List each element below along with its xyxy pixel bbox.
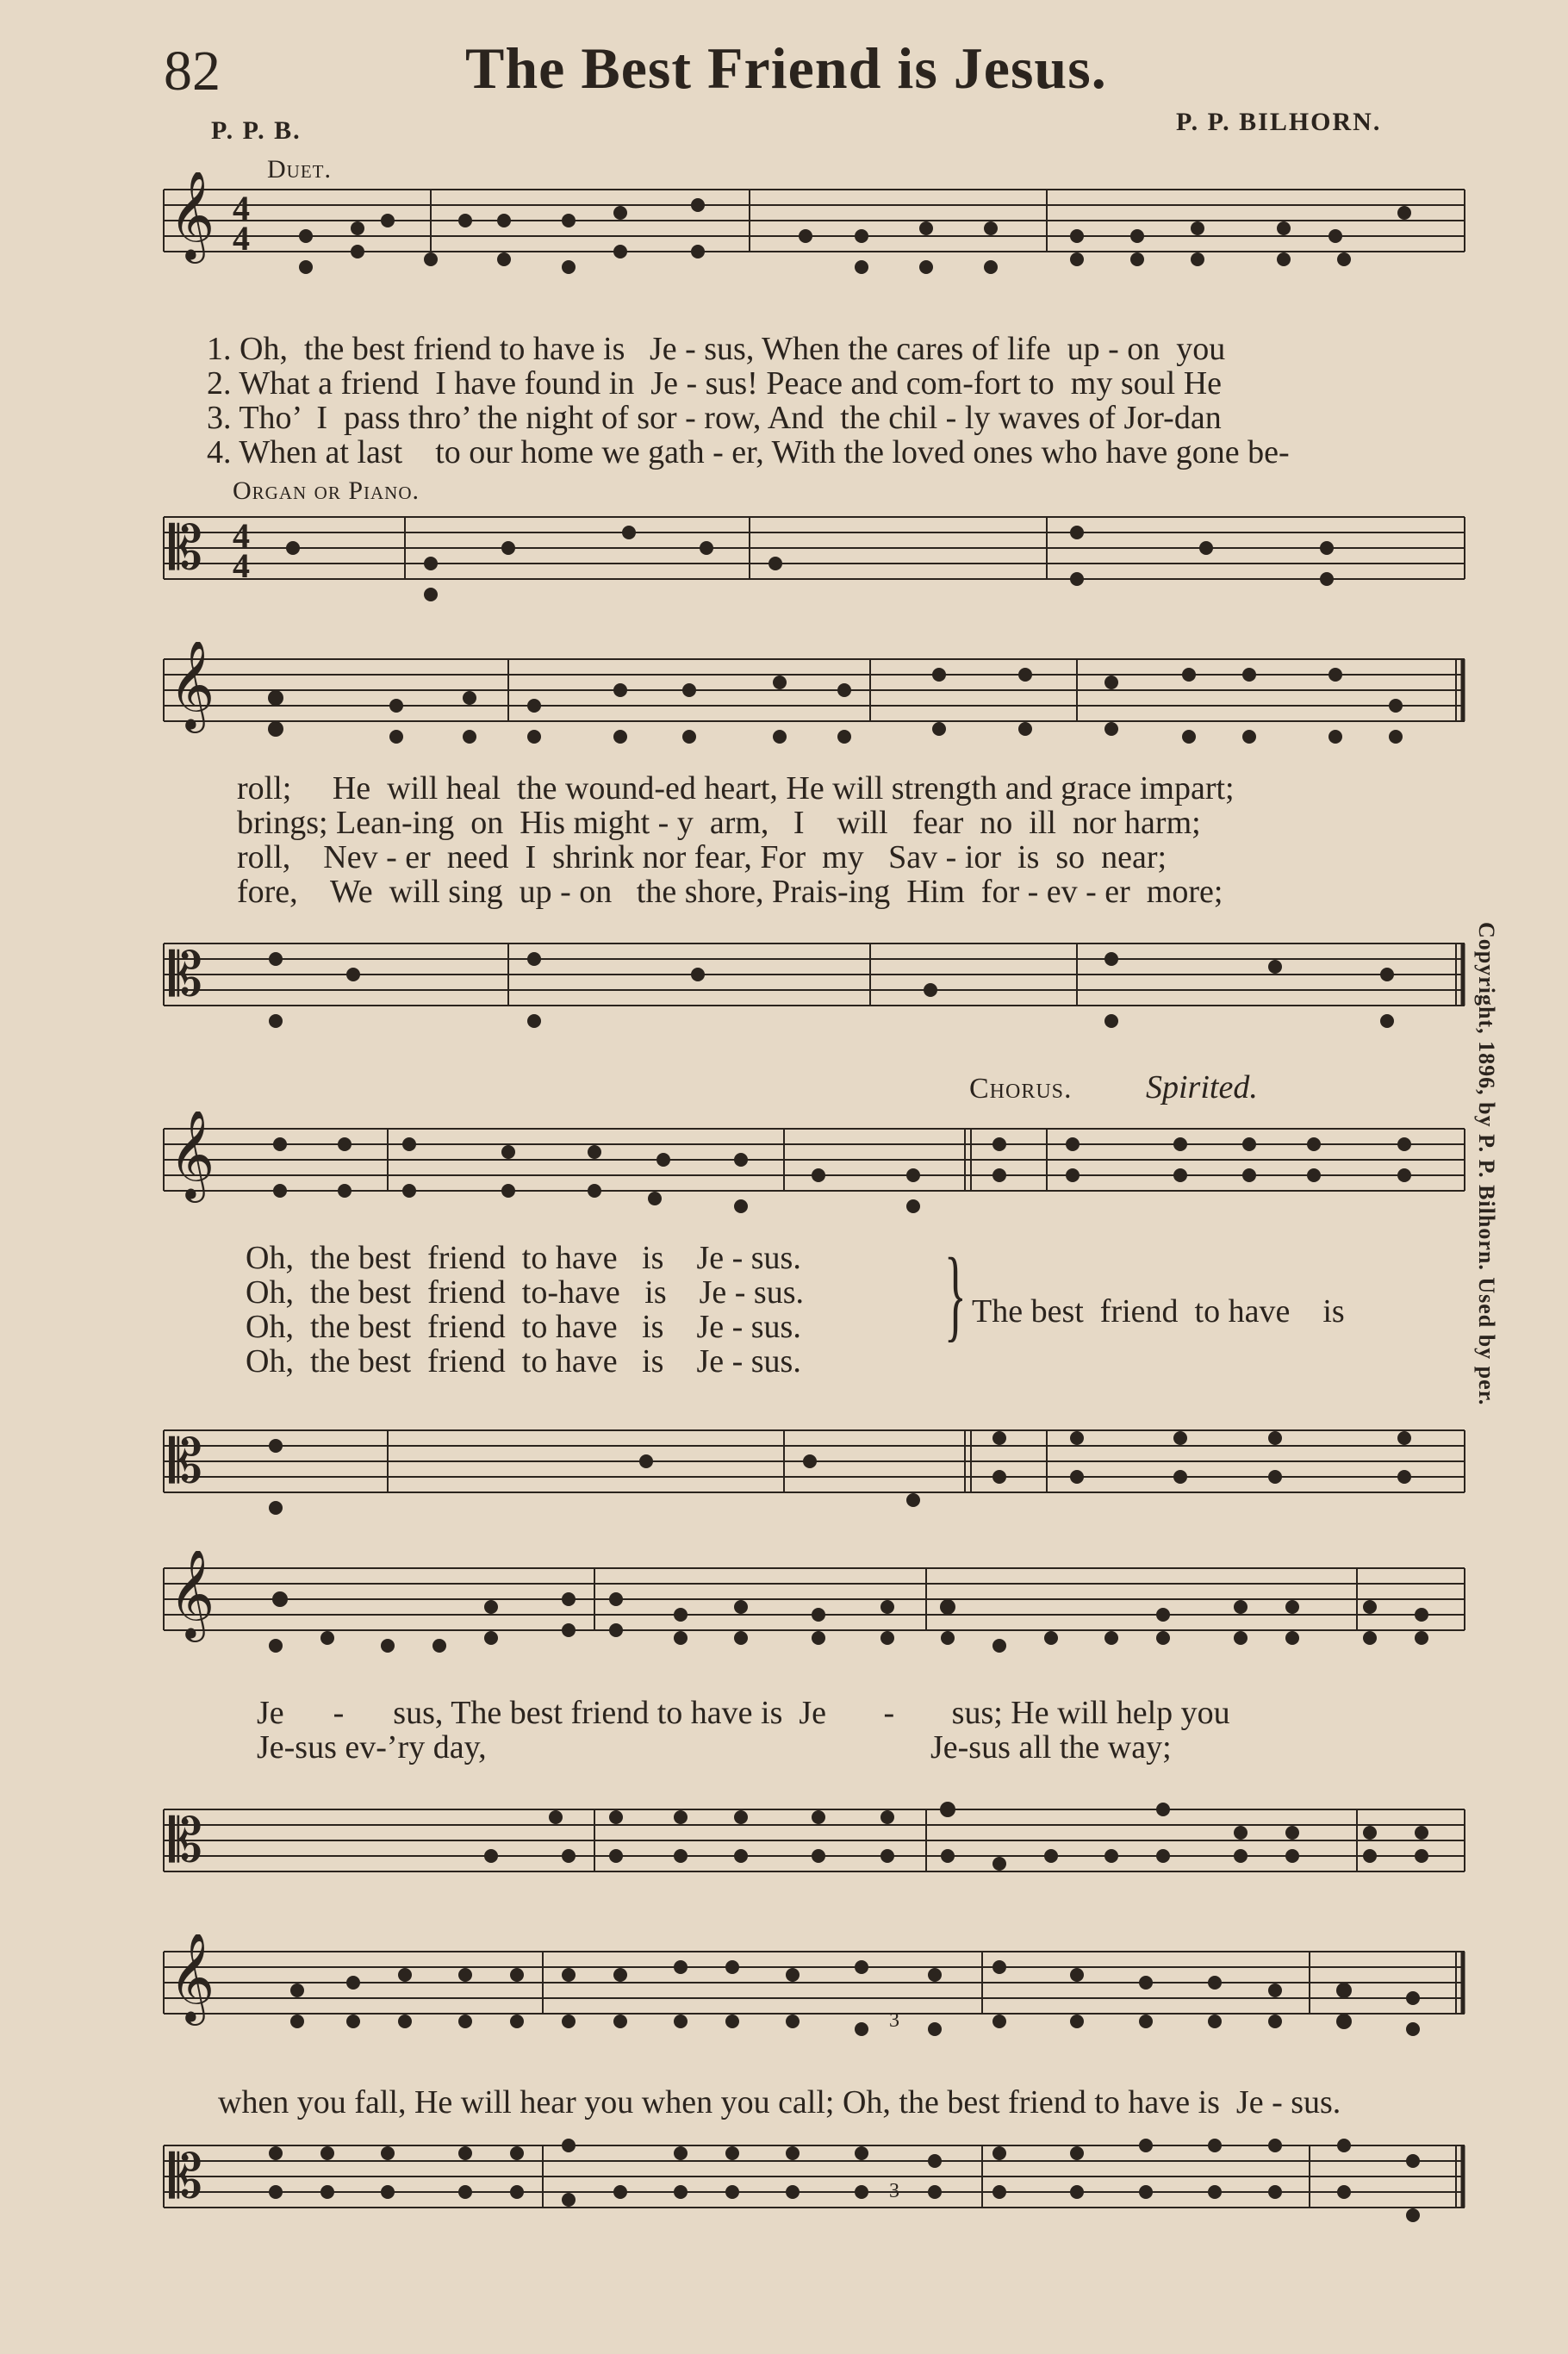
organ-label: Organ or Piano. (233, 476, 420, 505)
verse-line-1: 1. Oh, the best friend to have is Je - sus, When the cares of life up - on you (207, 331, 1226, 367)
svg-text:4: 4 (233, 546, 250, 585)
tempo-marking: Spirited. (1146, 1069, 1258, 1105)
svg-text:𝄡: 𝄡 (169, 1429, 203, 1496)
svg-text:𝄡: 𝄡 (169, 1809, 203, 1875)
svg-text:𝄡: 𝄡 (169, 516, 203, 582)
svg-text:3: 3 (889, 2180, 899, 2202)
svg-text:4: 4 (233, 189, 250, 227)
svg-text:3: 3 (889, 2009, 899, 2032)
piano-staff-3 (0, 1413, 1568, 1525)
vocal-staff-1 (0, 172, 1568, 310)
svg-text:4: 4 (233, 516, 250, 555)
vocal-staff-5 (0, 1934, 1568, 2064)
verse-line-3: 3. Tho’ I pass thro’ the night of sor - row, And the chil - ly waves of Jor-dan (207, 400, 1222, 436)
chorus-line-1: Oh, the best friend to have is Je - sus. (246, 1240, 801, 1276)
svg-text:𝄞: 𝄞 (169, 643, 215, 728)
words-credit: P. P. B. (211, 116, 302, 145)
piano-staff-2 (0, 926, 1568, 1038)
svg-text:𝄡: 𝄡 (169, 2145, 203, 2211)
chorus-line-4: Oh, the best friend to have is Je - sus. (246, 1343, 801, 1379)
verse-line-3b: roll, Nev - er need I shrink nor fear, For my Sav - ior is so near; (237, 839, 1167, 875)
svg-text:𝄞: 𝄞 (169, 1935, 215, 2021)
chorus-brace: } (943, 1236, 967, 1351)
vocal-staff-3 (0, 1112, 1568, 1241)
verse-line-4: 4. When at last to our home we gath - er, With the loved ones who have gone be- (207, 434, 1290, 470)
chorus-line-2b: Je-sus ev-’ry day, (257, 1729, 487, 1766)
chorus-label: Chorus. (969, 1073, 1073, 1105)
vocal-staff-2 (0, 642, 1568, 771)
chorus-line-2: Oh, the best friend to-have is Je - sus. (246, 1274, 804, 1311)
music-credit: P. P. BILHORN. (1176, 108, 1382, 136)
verse-line-1b: roll; He will heal the wound-ed heart, He will strength and grace impart; (237, 770, 1235, 806)
piano-staff-1 (0, 500, 1568, 620)
svg-text:𝄡: 𝄡 (169, 943, 203, 1009)
svg-text:𝄞: 𝄞 (169, 1552, 215, 1637)
verse-line-2b: brings; Lean-ing on His might - y arm, I will fear no ill nor harm; (237, 805, 1201, 841)
vocal-staff-4 (0, 1551, 1568, 1680)
verse-line-4b: fore, We will sing up - on the shore, Prais-ing Him for - ev - er more; (237, 874, 1223, 910)
chorus-line-2c: Je-sus all the way; (930, 1729, 1172, 1766)
svg-text:4: 4 (233, 219, 250, 258)
svg-text:𝄞: 𝄞 (169, 173, 215, 258)
piano-staff-5 (0, 2128, 1568, 2266)
chorus-line-3: when you fall, He will hear you when you call; Oh, the best friend to have is Je - sus. (218, 2084, 1341, 2120)
chorus-line-2a: Je - sus, The best friend to have is Je - sus; He will help you (257, 1695, 1230, 1731)
piano-staff-4 (0, 1792, 1568, 1913)
chorus-response: The best friend to have is (972, 1293, 1345, 1330)
chorus-line-3: Oh, the best friend to have is Je - sus. (246, 1309, 801, 1345)
verse-line-2: 2. What a friend I have found in Je - sus! Peace and com-fort to my soul He (207, 365, 1223, 402)
copyright-notice: Copyright, 1896, by P. P. Bilhorn. Used by per. (1474, 922, 1499, 1406)
hymn-title: The Best Friend is Jesus. (465, 35, 1107, 101)
svg-text:𝄞: 𝄞 (169, 1112, 215, 1198)
page-number: 82 (164, 40, 221, 103)
duet-label: Duet. (267, 155, 332, 184)
